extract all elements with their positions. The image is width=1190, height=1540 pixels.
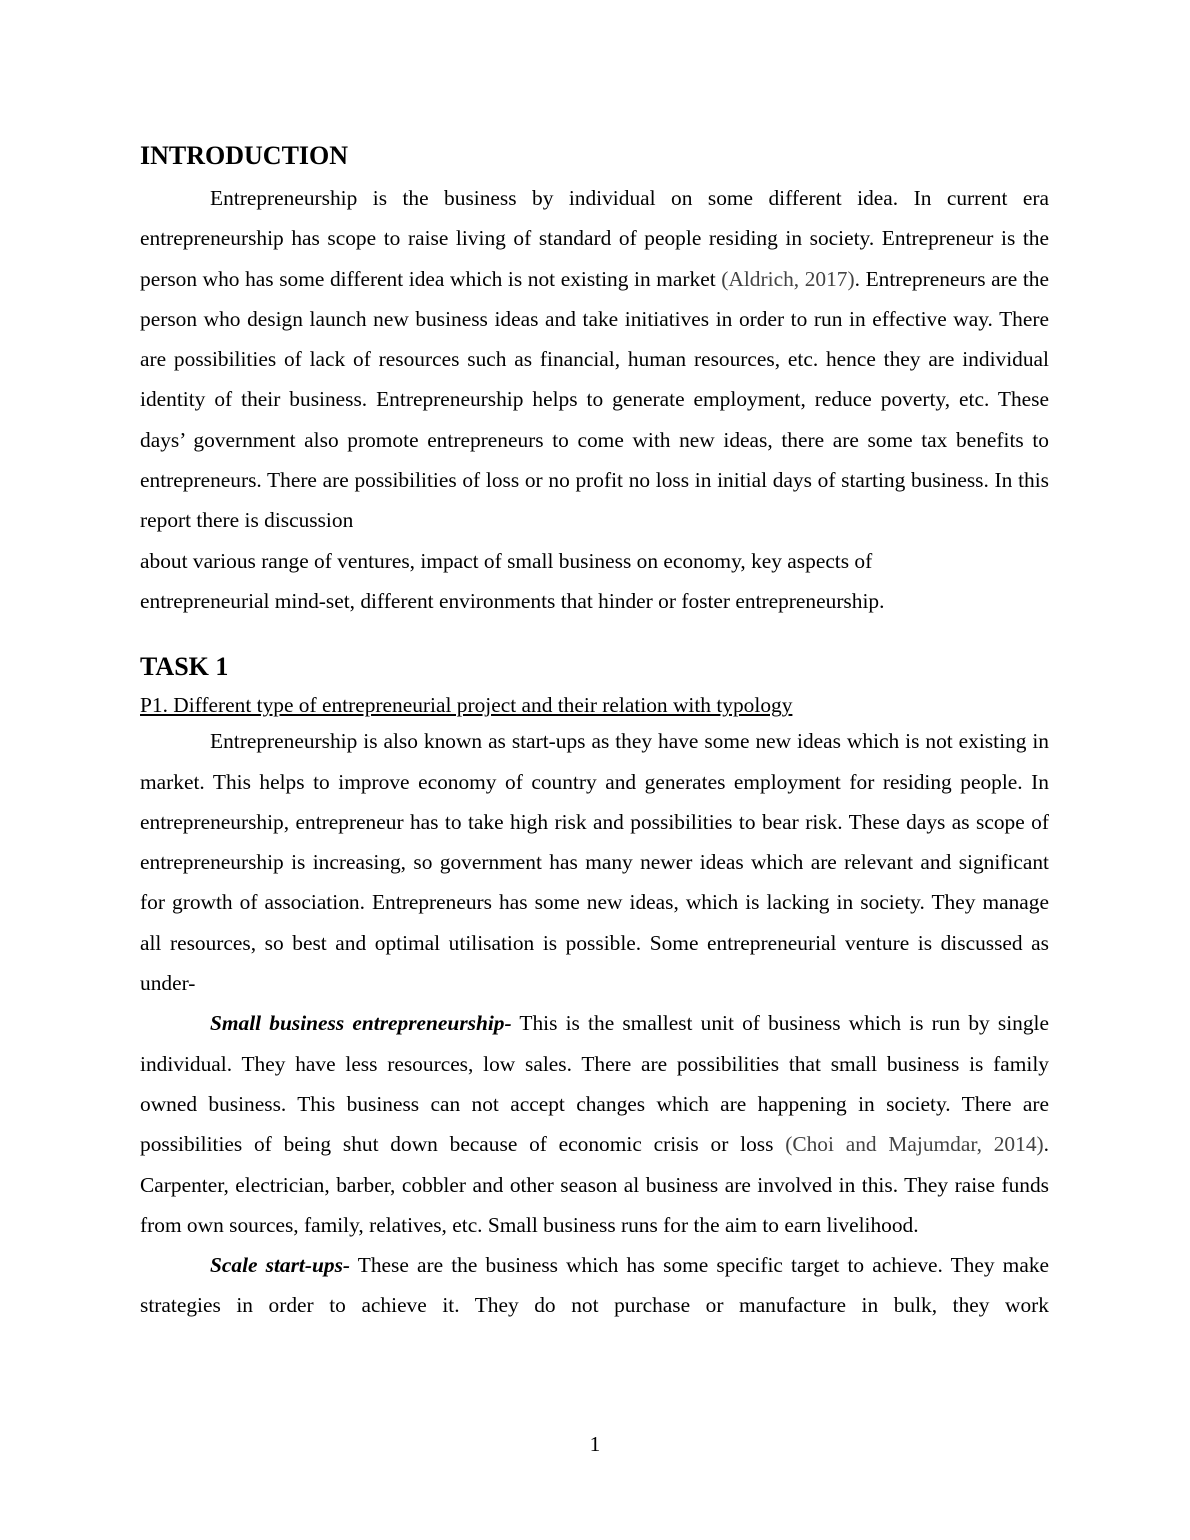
scale-startups-paragraph	[140, 1245, 1049, 1326]
intro-text-a: Entrepreneurship is the business by individual on some different idea. In current era entrepreneurship has scope to raise living of standard of people residing in society. Entrepreneur is the person who has some different idea which is not existing in market	[140, 186, 1049, 291]
introduction-heading: INTRODUCTION	[140, 141, 349, 170]
document-page	[140, 138, 1049, 1326]
small-business-text: This is the smallest unit of business which is run by single individual. They have less resources, low sales. There are possibilities that small business is family owned business. This business can not accept changes which are happening in society. There are possibilities of being shut down because of economic crisis or loss	[140, 1011, 1049, 1157]
small-business-paragraph	[140, 1003, 1049, 1245]
intro-paragraph	[140, 178, 1049, 541]
task1-subheading: P1. Different type of entrepreneurial project and their relation with typology	[140, 693, 793, 718]
small-business-text-2: . Carpenter, electrician, barber, cobbler and other season al business are involved in this. They raise funds from own sources, family, relatives, etc. Small business runs for the aim to earn livelihood.	[140, 1132, 1049, 1237]
scale-startups-term: Scale start-ups-	[210, 1253, 351, 1278]
task1-heading: TASK 1	[140, 652, 229, 682]
page-number: 1	[589, 1432, 601, 1456]
scale-startups-text: These are the business which has some specific target to achieve. They make strategies in order to achieve it. They do not purchase or manufacture in bulk, they work	[140, 1253, 1050, 1318]
intro-line-c: about various range of ventures, impact of small business on economy, key aspects of	[140, 548, 873, 573]
intro-text-b: . Entrepreneurs are the person who design launch new business ideas and take initiatives in order to run in effective way. There are possibilities of lack of resources such as financial, human resources, etc. hence they are individual identity of their business. Entrepreneurship helps to generate employment, reduce poverty, etc. These days’ government also promote entrepreneurs to come with new ideas, there are some tax benefits to entrepreneurs. There are possibilities of loss or no profit no loss in initial days of starting business. In this report there is discussion	[140, 266, 1049, 533]
small-business-term: Small business entrepreneurship-	[210, 1011, 512, 1036]
intro-citation: (Aldrich, 2017)	[721, 266, 855, 291]
small-business-citation: (Choi and Majumdar, 2014)	[785, 1132, 1044, 1157]
intro-line-d: entrepreneurial mind-set, different environments that hinder or foster entrepreneurship.	[140, 588, 885, 613]
task1-paragraph: Entrepreneurship is also known as start-ups as they have some new ideas which is not existing in market. This helps to improve economy of country and generates employment for residing people. In entrepreneurship, entrepreneur has to take high risk and possibilities to bear risk. These days as scope of entrepreneurship is increasing, so government has many newer ideas which are relevant and significant for growth of association. Entrepreneurs has some new ideas, which is lacking in society. They manage all resources, so best and optimal utilisation is possible. Some entrepreneurial venture is discussed as under-	[140, 729, 1049, 996]
